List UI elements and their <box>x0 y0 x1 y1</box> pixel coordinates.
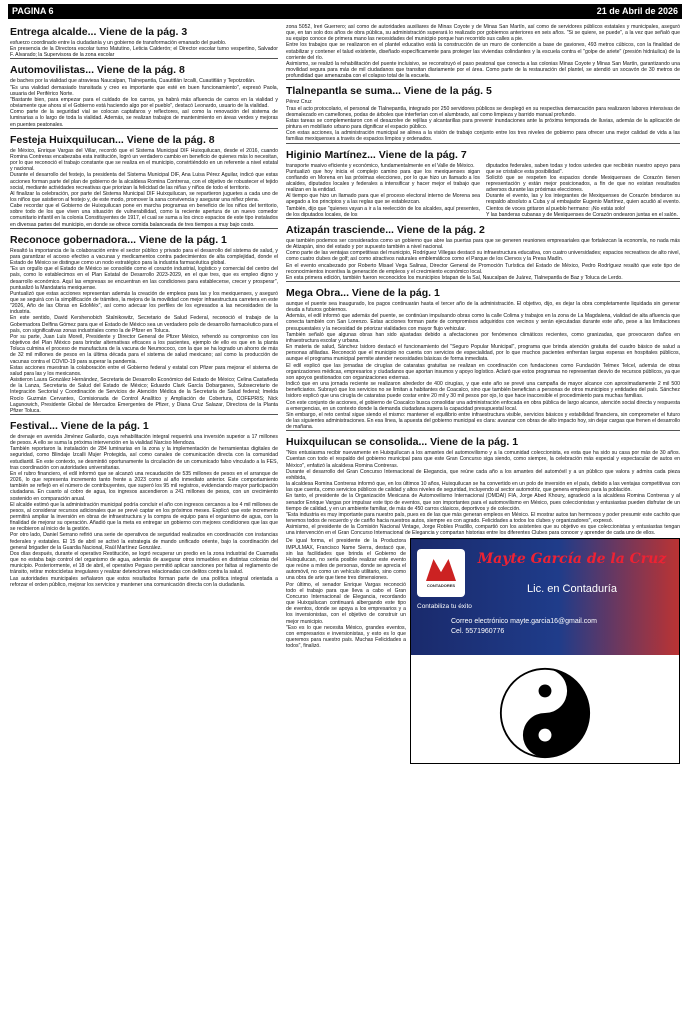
article-higinio <box>286 147 680 219</box>
article-paragraph: Cabe recordar que el Gobierno de Huixquilucan pone en marcha programas en beneficio de los niños del territorio, sobre todo de los que viven una situación de vulnerabilidad, como la reciente apertura de un nuevo comedor comunitario infantil en la colonia Constituyentes de 1917, el cual se suma a los cinco espacios de este tipo instalados en diversas partes del municipio, en donde se ofrece comida balanceada de tres tiempos a muy bajo costo. <box>10 203 278 228</box>
page-number-label: PAGINA 6 <box>12 6 54 16</box>
article-paragraph: Estas tareas se complementaron con el desazolve de rejillas y alcantarillas para prevenir inundaciones ante la próxima temporada de lluvias, además de la aplicación de pintura en mobiliario urbano para dignificar el espacio público. <box>286 117 680 131</box>
article-paragraph: "Eso es lo que necesita México, grandes eventos, con empresarios e inversionistas, y esto es lo que queremos para nuestro país. Muchas Felicidades a todos", finalizó. <box>286 624 406 650</box>
article-paragraph: Por otro lado, Daniel Serrano refirió una serie de operativos de seguridad realizados en coordinación con instancias federales y estatales. El 15 de abril se activó la estrategia de mando unificado oriente, bajo la coordinación del general brigadier de la Guardia Nacional, Raúl Martínez González. <box>10 532 278 551</box>
article-entrega-continued <box>286 24 680 80</box>
article-paragraph: "Es una vialidad demasiado transitada y creo es importante que esté en buen funcionamiento", expresó Paola, usuaria del Periférico Norte. <box>10 84 278 97</box>
article-title: Reconoce gobernadora... Viene de la pág. 1 <box>10 233 227 246</box>
article-paragraph: esfuerzo coordinado entre la ciudadanía y un gobierno de transformación emanado del pueblo. <box>10 40 227 46</box>
article-paragraph: diputados federales, saben todas y todos ustedes que recibirán nuestro apoyo para que se cristalice esta posibilidad". <box>486 162 680 175</box>
article-paragraph: Estas acciones muestran la colaboración entre el Gobierno federal y estatal con Pfizer para mejorar el sistema de salud para las y los mexicanos. <box>10 364 278 377</box>
article-paragraph: Con este conjunto de acciones, el gobierno de Coacalco busca consolidar una administración enfocada en obra pública de largo alcance, atención social directa y respuesta a emergencias, en un contexto donde la demanda ciudadana supera la capacidad presupuestal local. <box>286 399 680 412</box>
article-paragraph: En esta primera edición, también fueron reconocidos los municipios Ixtapan de la Sal, Naucalpan de Juárez, Tlalnepantla de Baz y Toluca de Lerdo. <box>286 274 623 281</box>
article-paragraph: En tanto, el presidente de la Organización Mexicana de Automovilismo Internacional (OMDAI) FIA, Jorge Abed Khoury, agradeció a la alcaldesa Romina Contreras y al senador Enrique Vargas por impulsar este tipo de eventos, que son importantes para el automovilismo en México, pues coleccionistas y entusiastas pueden disfrutar de un tiempo de calidad, y en un ambiente familiar, de más de 450 carros clásicos, deportivos y de colección. <box>286 493 680 512</box>
article-paragraph: Por su parte, Juan Luis Morell, Presidente y Director General de Pfizer México, refrendó su compromiso con los objetivos del Plan México para brindar alternativas eficaces a los pacientes, ejemplo de ello es que en la planta Toluca culmina el proceso de manufactura de la vacuna de Neumococo, con la que se ha logrado un ahorro de más de 32 mil millones de pesos en la última década para el sistema de salud mexicano; así como la producción de vacunas contra el COVID-19 para superar la pandemia. <box>10 333 278 365</box>
article-paragraph: También reportaron la instalación de 284 luminarias en la zona y la implementación de herramientas digitales de seguridad, como Blindaje Izcalli Mujer Protegida, así como canales de comunicación directa con la comunidad estudiantil. En este contexto, se desmintió oportunamente la circulación de un comunicado falso vinculado a la FES, tras coordinación con autoridades universitarias. <box>10 446 278 471</box>
ad-name: Mayte García de la Cruz <box>477 551 667 568</box>
article-title: Entrega alcalde... Viene de la pág. 3 <box>10 26 188 38</box>
ad-email: Correo electrónico mayte.garcia16@gmail.com <box>451 618 597 626</box>
ad-contact <box>451 617 673 637</box>
advertisement[interactable] <box>410 538 680 764</box>
article-paragraph: "Es un orgullo que el Estado de México se consolide como el corazón industrial, logístico y comercial del centro del país, como lo establecimos en el Plan Estatal de Desarrollo 2023-2029, en el que tres, que es empleo digno y desarrollo económico. Aquí las empresas se encuentran en las condiciones para establecerse, crecer y prosperar", puntualizó la Mandataria mexiquense. <box>10 266 278 291</box>
article-paragraph: Como parte de la seguridad vial se colocan captafaros y reflectores, así como la renovación del sistema de luminarias a lo largo de toda la vialidad. Además, se realizan trabajos de mantenimiento en áreas verdes y mejoras en puentes peatonales. <box>10 109 278 128</box>
article-paragraph: Puntualizó que hoy inicia el complejo camino para que los mexiquenses sigan confiando en Morena en las próximas elecciones, por lo que hizo un llamado a los alcaldes, diputados locales y federales a intensificar y hacer mejor el trabajo que realizan en la entidad. <box>286 168 480 194</box>
article-paragraph: "Esta industria es muy importante para nuestro país, pues es de las que más generan empleos en México. El mostrar autos tan hermosos y poder presumir este cachito que tenemos todos de recuerdo y de cariño hacia nuestros autos, siempre es con agrado. Felicidades a todos los clubes y organizadores", expresó. <box>286 511 680 524</box>
article-title: Atizapán trasciende... Viene de la pág. 2 <box>286 223 485 236</box>
article-paragraph: También señaló que algunas obras han sido ajustadas debido a afectaciones por fenómenos climáticos recientes, como granizadas, que provocaron daños en infraestructura escolar y urbana. <box>286 331 680 344</box>
article-festeja <box>10 132 278 229</box>
right-column <box>286 24 680 1020</box>
article-paragraph: Además, el edil informó que además del puente, se continúan impulsando obras como la calle Colima y trabajos en la zona de La Magdalena, vialidad de alta afluencia que conecta también con San Lorenzo. Estas acciones forman parte de compromisos adquiridos con vecinos y serán ejecutadas durante este año, pese a las limitaciones presupuestales y la necesidad de priorizar vialidades con mayor flujo vehicular. <box>286 313 680 332</box>
article-paragraph: Y las banderas cubanas y de Mexiquenses de Corazón ondearon juntas en el salón. <box>486 211 678 218</box>
article-paragraph: Asimismo, el presidente de la Comisión Nacional Vintage, Jorge Robles Pradillo, compartió con los asistentes que su objetivo es que coleccionistas y entusiastas tengan una intervención en el Gran Concurso Internacional de Elegancia y compartan historias entre los diferentes Clubes para conocer y aprender de cada uno de ellos. <box>286 524 680 537</box>
article-byline: Pérez Cruz <box>286 99 312 106</box>
article-title: Tlalnepantla se suma... Viene de la pág. 5 <box>286 85 492 98</box>
issue-date: 21 de Abril de 2026 <box>596 6 678 16</box>
article-paragraph: En este sentido, David Kershenobich Stalnikowitz, Secretario de Salud Federal, reconoció el trabajo de la Gobernadora Delfina Gómez para que el Estado de México sea un verdadero polo de desarrollo farmacéutico para el país, con significativas zonas industriales como la de Pfizer en Toluca. <box>10 315 278 334</box>
article-paragraph: "Nos entusiasma recibir nuevamente en Huixquilucan a los amantes del automovilismo y a la comunidad coleccionista, es esta que ha sido su casa por más de 30 años. Cuentan con todo el respaldo del gobierno municipal para que este Gran Concurso siga siendo, como siempre, la celebración más especial y espectacular de autos en México", enfatizó la alcaldesa Romina Contreras. <box>286 450 680 469</box>
article-title: Festeja Huixquilucan... Viene de la pág. 8 <box>10 133 215 146</box>
article-festival <box>10 418 278 588</box>
article-paragraph: "Bastante bien, para empezar para el cuidado de los carros, ya habrá más afluencia de carros en la vialidad y obviamente que ahora sí el Gobierno está haciendo algo por el pueblo", destacó Leonardo, usuario de la vialidad. <box>10 96 278 110</box>
article-paragraph: En el evento encabezado por Roberto Misael Vega Salinas, Director General de Promoción Turística del Estado de México, Pedro Rodríguez resaltó que este tipo de reconocimientos incentiva la generación de empleos y el crecimiento económico local. <box>286 262 680 275</box>
article-title: Huixquilucan se consolida... Viene de la pág. 1 <box>286 436 519 449</box>
article-paragraph: En el rubro financiero, el edil informó que se alcanzó una recaudación de 535 millones de pesos en el arranque de 2026, lo que representa incremento tanto frente a 2023 como al año inmediato anterior. Este comportamiento también se reflejó en el número de contribuyentes, que superó los 95 mil registros, evidenciando mayor participación ciudadana. En cuanto al cobro de agua, los ingresos ascendieron a 241 millones de pesos, con un crecimiento sostenido en comparación anual. <box>10 470 278 502</box>
article-paragraph: Asimismo, se realizó la rehabilitación del puente incluisivo, se reconstruyó el paso peatonal que conecta a las colonias Minas Coyote y Minas San Martín, garantizando una movilidad segura para más de mil ciudadanos que transitan diariamente por el área. Como parte de la restauración del plantel, se atendió un socavón de 30 metros de profundidad que amenazaba con el colapso total de la escuela. <box>286 60 680 80</box>
article-paragraph: Asistieron Laura González Hernández, Secretaria de Desarrollo Económico del Estado de México; Celina Castañeda de la Lanza, Secretaria de Salud del Estado de México; Eduardo Clark García Dobarganes, Subsecretario de Integración Sectorial y Coordinación de Servicios de Atención Médica de la Secretaría de Salud federal; Imelda Rocío Guzmán Cervantes, Comisionada de Control Analítico y Ampliación de Cobertura, COFEPRIS; Nick Lagunowich, Presidente Global de Mercados Emergentes de Pfizer, y Diana Cruz Salazar, Directora de la Planta Pfizer Toluca. <box>10 377 278 414</box>
article-huixquilucan-consolida <box>286 434 680 764</box>
article-paragraph: Al finalizar la celebración, por parte del Sistema Municipal DIF Huixquilucan, se repartieron juguetes a cada uno de los niños que asistieron al festejo y, de este modo, promover la sana convivencia y asegurar una niñez plena. <box>10 190 278 203</box>
article-paragraph: Resaltó la importancia de la colaboración entre el sector público y privado para el desarrollo del sistema de salud, y para garantizar el acceso efectivo a vacunas y medicamentos contra padecimientos de alta complejidad, donde el Estado de México se distingue como un nodo estratégico para la industria farmacéutica global. <box>10 247 278 267</box>
article-paragraph: Durante el evento, las y los integrantes de Mexiquenses de Corazón brindaron su respaldo absoluto a Cuba y al embajador Eugenio Martínez, quien acudió al evento. Cientos de voces gritaron al pueblo hermano: ¡No estás solo! <box>486 193 680 212</box>
article-paragraph: El edil explicó que las jornadas de cirugías de cataratas gratuitas se realizan en coordinación con fundaciones como Fundación Telmex Telcel, además de otras organizaciones médicas, empresarios y ciudadanos que aportan insumos y apoyo logístico. Aclaró que estos programas no representan desvío de recursos públicos, ya que son apoyos gestionados con organizaciones externas. <box>286 362 680 381</box>
article-automovilistas <box>10 62 278 128</box>
ad-logo-text: CONTADORES <box>426 582 456 588</box>
article-reconoce <box>10 232 278 415</box>
page-header <box>8 4 682 19</box>
ad-logo <box>417 549 465 597</box>
article-megaobra <box>286 285 680 431</box>
article-paragraph: zona 5052, Ireri Guerrero; así como de autoridades auxiliares de Minas Coyote y de Minas San Martín, así como de servidores públicos estatales y municipales, aseguró que, en tan solo dos años de obra pública, su administración superará lo realizado por gobiernos anteriores en seis años. "Si se quiere, se puede", a la vez que señaló que su equipo conoce de primera mano las necesidades del municipio porque han recorrido sus calles a pie. <box>286 24 680 43</box>
article-paragraph: que también podemos ser considerados como un gobierno que abre las puertas para que se generen reuniones empresariales que fortalezcan la economía, no nada más de Atizapán, sino del estado y por supuesto también a nivel nacional. <box>286 237 680 251</box>
article-atizapan <box>286 222 680 282</box>
article-paragraph: Tras el acto protocolario, el personal de Tlalnepantla, integrado por 250 servidores públicos se desplegó en su respectiva demarcación para realizaron labores intensivas de desmalezado en camellones, podas de árboles que interferían con el alumbrado, así como limpieza y barrido manual profundo. <box>286 105 680 118</box>
article-title: Higinio Martínez... Viene de la pág. 7 <box>286 148 467 161</box>
article-paragraph: En presencia de la Directora escolar turno Matutino, Leticia Calderón; el Director escolar turno vespertino, Salvador F. Alvarado; la Supervisora de la zona escolar <box>10 46 278 59</box>
article-tlalnepantla <box>286 83 680 143</box>
article-title: Automovilistas... Viene de la pág. 8 <box>10 64 185 77</box>
article-paragraph: Entre los trabajos que se realizaron en el plantel educativo está la construcción de un muro de contención a base de gaviones, 493 metros cúbicos, con la finalidad de estabilizar y contener el talud existente, diseñado específicamente para proteger las viviendas colindantes y la escuela contra el "golpe de ariete" (presión hidráulica) de la corriente del río. <box>286 42 680 61</box>
article-paragraph: Solicitó que se respeten los espacios donde Mexiquenses de Corazón tienen representación y están mejor posicionados, a fin de que no existan resultados adversos durante las próximas elecciones. <box>486 174 680 194</box>
article-paragraph: de drenaje en avenida Jiménez Gallardo, cuya rehabilitación integral requerirá una inversión superior a 17 millones de pesos. A ello se suma la próxima intervención en la vialidad Narciso Mendoza. <box>10 433 278 447</box>
article-paragraph: aunque el puente sea inaugurado, los pagos continuarán hasta el tercer año de la administración. El objetivo, dijo, es dejar la obra completamente liquidada sin generar deuda a futuros gobiernos. <box>286 301 680 314</box>
article-entrega <box>10 24 278 59</box>
article-paragraph: El alcalde estimó que la administración municipal podría concluir el año con ingresos cercanos a los 4 mil millones de pesos, al considerar recursos adicionales que se prevé captar en los próximos meses. Explicó que este incremento permitirá ampliar la inversión en obras de infraestructura y la compra de equipo para el organismo de agua, con la finalidad de mejorar su operación. Añadió que la meta es entregar un gobierno con mejores condiciones que las que se recibieron al inicio de la gestión. <box>10 501 278 533</box>
ad-phone: Cel. 5571960776 <box>451 628 505 636</box>
article-paragraph: En materia de salud, Sánchez Isidoro destacó el funcionamiento del "Seguro Popular Municipal", programa que brinda atención gratuita del cuadro básico de salud a personas afiliadas. Reconoció que el municipio no cuenta con servicios de especialidad, por lo que muchos pacientes enfrentan largas esperas en hospitales públicos, aunque el programa municipal permite atender necesidades básicas de forma inmediata. <box>286 344 680 363</box>
mountain-icon <box>426 559 456 581</box>
article-paragraph: de México, Enrique Vargas del Villar, recordó que el Sistema Municipal DIF Huixquilucan, desde el 2016, cuando Romina Contreras encabezaba esta institución, logró un verdadero cambio en beneficio de quienes más lo necesitan, por lo que reconoció el trabajo constante que se realiza en el municipio, convirtiéndolo en un referente a nivel estatal y nacional. <box>10 147 278 173</box>
article-subcolumn <box>286 538 406 764</box>
article-subcolumn <box>286 163 480 218</box>
ad-tagline: Contabiliza tu éxito <box>417 603 472 611</box>
left-column <box>10 24 278 1020</box>
article-paragraph: Como parte de las ventajas competitivas del municipio, Rodríguez Villegas destacó su infraestructura educativa, con cuatro universidades; espacios recreativos de alto nivel, como cuatro clubes de golf; así como atractivos naturales emblemáticos como el Parque de los Ciervos y la Presa Madín. <box>286 250 680 263</box>
yin-yang-icon <box>499 667 591 759</box>
article-paragraph: Durante el desarrollo del Gran Concurso Internacional de Elegancia, que reúne cada año a los amantes del automóvil y a un público que valora y admira cada pieza exhibida, <box>286 468 680 481</box>
article-paragraph: Sin embargo, el reto central sigue siendo el mismo: mantener el equilibrio entre infraestructura visible, servicios básicos y estabilidad financiera, sin comprometer el futuro de las siguientes administraciones. En esa línea, la apuesta del gobierno municipal es clara: avanzar con obras de alto impacto hoy, sin dejar cargas que frenen el desarrollo de mañana. <box>286 411 680 431</box>
article-paragraph: la alcaldesa Romina Contreras informó que, en los últimos 10 años, Huixquilucan se ha convertido en un polo de inversión en el país, debido a las ventajas competitivas con las que cuenta, como servicios públicos de calidad y altos niveles de seguridad, incluyendo al sector automotriz, que genera empleos para la población. <box>286 481 680 494</box>
article-paragraph: transporte masivo eficiente y económico, fundamentalmente en el Valle de México. <box>286 162 475 169</box>
article-paragraph: De igual forma, el presidente de la Productora IMPULMAX, Francisco Name Sierra, destacó que, sin las facilidades que brinda el Gobierno de Huixquilucan, no sería posible realizar este evento que reúne a miles de personas, donde se aprecia el automóvil, no como un vehículo utilitario, sino como una obra de arte que tiene tres dimensiones. <box>286 538 406 582</box>
article-paragraph: de baches por la vialidad que atraviesa Naucalpan, Tlalnepantla, Cuautitlán Izcalli, Cuautitlán y Tepotzotlán. <box>10 78 256 85</box>
article-subcolumn <box>486 163 680 218</box>
article-title: Mega Obra... Viene de la pág. 1 <box>286 287 440 299</box>
ad-title: Lic. en Contaduría <box>527 583 617 596</box>
article-paragraph: Al tiempo que hizo un llamado para que el proceso electoral interno de Morena sea apegado a los principios y a las reglas que se establezcan. <box>286 193 480 206</box>
article-paragraph: Puntualizó que estas acciones representan además la creación de empleos para las y los mexiquenses, y aseguró que se seguirá con la simplificación de trámites, la mejora de la movilidad con mejor infraestructura carretera en este "2026, Año de las Obras en EdoMéx", así como adecuar los perfiles de los egresados a las necesidades de la industria. <box>10 290 278 316</box>
article-paragraph: También, dijo que "quienes vayan a ir a la reelección de los alcaldes, aquí presentes, de los diputados locales, de los <box>286 205 480 218</box>
article-paragraph: Con estas acciones, la administración municipal se alinea a la visión de trabajo conjunto entre los tres niveles de gobierno para ofrecer una mejor calidad de vida a las familias mexiquenses a través de espacios limpios y ordenados. <box>286 130 680 143</box>
article-paragraph: Por último, el senador Enrique Vargas reconoció todo el trabajo para que lleva a cabo el Gran Concurso Internacional de Elegancia, recordando que Huixquilucan continuará albergando este tipo de eventos, donde se apoya a los empresarios y a los inversionistas, con el objetivo de construir un mejor municipio. <box>286 581 406 625</box>
article-paragraph: Durante el desarrollo del festejo, la presidenta del Sistema Municipal DIF, Ana Luisa Pérez Aguilar, indicó que estas acciones forman parte del plan de gobierno de la alcaldesa Romina Contreras, con el objetivo de robustecer el tejido social, mediante actividades recreativas que priorizan la felicidad de las niñas y niños de todo el territorio. <box>10 172 278 191</box>
article-paragraph: Indicó que en una jornada reciente se realizaron alrededor de 400 cirugías, y que este año se prevé una campaña de mayor alcance con aproximadamente 2 mil 500 beneficiarios. Subrayó que los servicios no se limitan a habitantes de Coacalco, sino que también benefician a personas de otros municipios y entidades del país. Sánchez Isidoro explicó que una cirugía de cataratas puede costar entre 20 mil y 30 mil pesos por ojo, lo que hace inaccesible el procedimiento para muchas familias. <box>286 381 680 400</box>
article-title: Festival... Viene de la pág. 1 <box>10 419 149 432</box>
article-paragraph: Dos días después, durante el operativo Restitución, se logró recuperar un predio en la zona industrial de Cuamatla que no estaba bajo control del organismo de agua, además de asegurar otros inmuebles en distintas colonias del municipio. Posteriormente, el 18 de abril, el operativo Pegaso permitió aplicar sanciones por faltas al reglamento de tránsito, retirar motocicletas irregulares y realizar detenciones relacionadas con delitos contra la salud. <box>10 550 278 576</box>
article-paragraph: Las autoridades municipales señalaron que estos resultados forman parte de una política integral orientada a reforzar el orden público, mejorar los servicios y mantener una comunicación directa con la ciudadanía. <box>10 575 278 588</box>
